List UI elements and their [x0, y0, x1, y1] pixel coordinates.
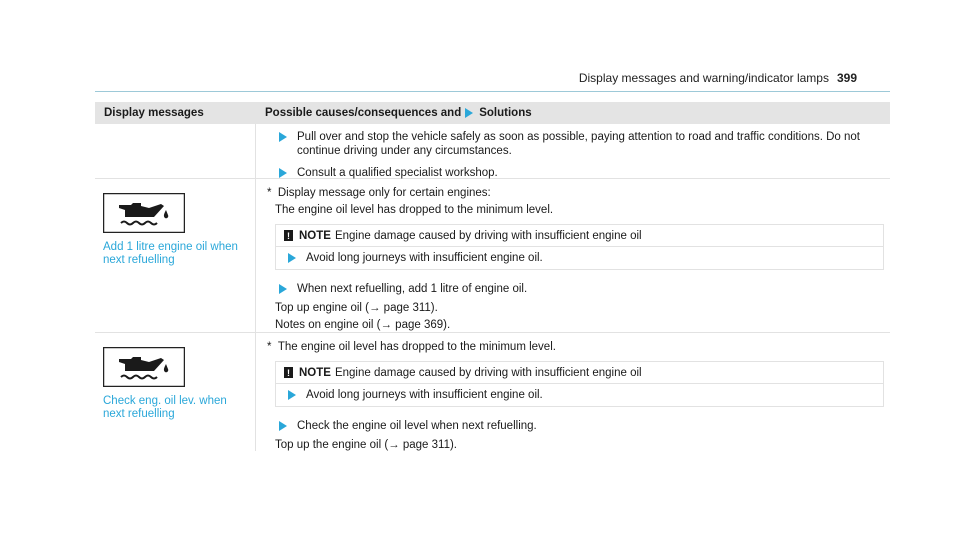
- note-header: [276, 225, 883, 247]
- condition-text: The engine oil level has dropped to the minimum level.: [275, 204, 554, 216]
- header-rule: [95, 91, 890, 92]
- message-cell: [103, 193, 253, 267]
- table-row: [95, 333, 890, 451]
- note-action: Avoid long journeys with insufficient engine oil.: [306, 389, 543, 401]
- note-label: NOTE: [299, 366, 331, 379]
- page-reference: Notes on engine oil (→ page 369).: [275, 319, 451, 331]
- asterisk: *: [267, 187, 272, 199]
- arrow-right-icon: [279, 132, 287, 142]
- arrow-right-icon: [465, 108, 473, 118]
- row-content: [255, 124, 890, 180]
- display-message-line: Check eng. oil lev. when: [103, 395, 227, 407]
- page-number: 399: [836, 71, 857, 85]
- note-header: [276, 362, 883, 384]
- note-label: NOTE: [299, 229, 331, 242]
- note-action-row: [276, 384, 883, 406]
- col-header-solutions: Solutions: [479, 107, 532, 119]
- table-row: [95, 124, 890, 179]
- display-message-line: next refuelling: [103, 408, 175, 420]
- header-title: Display messages and warning/indicator lamps: [578, 71, 829, 85]
- note-box: [275, 224, 884, 270]
- note-action-row: [276, 247, 883, 269]
- table-row: [95, 179, 890, 333]
- column-divider: [255, 179, 256, 332]
- display-message: [103, 395, 253, 421]
- list-item: [267, 419, 884, 433]
- display-message: [103, 241, 253, 267]
- note-text: Engine damage caused by driving with insufficient engine oil: [334, 366, 642, 379]
- message-cell: [103, 347, 253, 421]
- display-message-line: Add 1 litre engine oil when: [103, 241, 238, 253]
- bullet-line: continue driving under any circumstances.: [297, 145, 512, 157]
- col-header-causes: [265, 107, 532, 119]
- list-item: [267, 282, 884, 296]
- condition-line: [267, 186, 884, 200]
- column-divider: [255, 333, 256, 451]
- bullet-text: When next refuelling, add 1 litre of engine oil.: [297, 283, 528, 295]
- asterisk: *: [267, 341, 272, 353]
- list-item: [267, 130, 884, 158]
- arrow-right-icon: [288, 253, 296, 263]
- note-text: Engine damage caused by driving with insufficient engine oil: [334, 229, 642, 242]
- note-action: Avoid long journeys with insufficient engine oil.: [306, 252, 543, 264]
- row-content: [255, 333, 890, 452]
- row-content: [255, 179, 890, 332]
- oil-can-icon: [103, 193, 253, 233]
- arrow-right-icon: [288, 390, 296, 400]
- col-header-messages: Display messages: [104, 107, 204, 119]
- condition-text: Display message only for certain engines:: [277, 187, 491, 199]
- condition-line: [267, 340, 884, 354]
- arrow-right-icon: [279, 284, 287, 294]
- running-header: [579, 71, 857, 85]
- display-message-line: next refuelling: [103, 254, 175, 266]
- oil-can-icon: [103, 347, 253, 387]
- note-box: [275, 361, 884, 407]
- table-header: [95, 102, 890, 124]
- page-reference: Top up engine oil (→ page 311).: [275, 302, 438, 314]
- warning-icon: !: [284, 230, 293, 241]
- condition-text: The engine oil level has dropped to the minimum level.: [277, 341, 556, 353]
- bullet-line: Pull over and stop the vehicle safely as soon as possible, paying attention to road and traffic conditions. Do not: [297, 131, 860, 143]
- page-reference: Top up the engine oil (→ page 311).: [275, 439, 457, 451]
- arrow-right-icon: [279, 421, 287, 431]
- col-header-causes-text: Possible causes/consequences and: [265, 107, 462, 119]
- messages-table: [95, 102, 890, 451]
- list-item: [267, 166, 884, 180]
- arrow-right-icon: [279, 168, 287, 178]
- warning-icon: !: [284, 367, 293, 378]
- bullet-text: Check the engine oil level when next refuelling.: [297, 420, 537, 432]
- column-divider: [255, 124, 256, 178]
- bullet-text: Consult a qualified specialist workshop.: [297, 167, 498, 179]
- bullet-text: [297, 130, 860, 158]
